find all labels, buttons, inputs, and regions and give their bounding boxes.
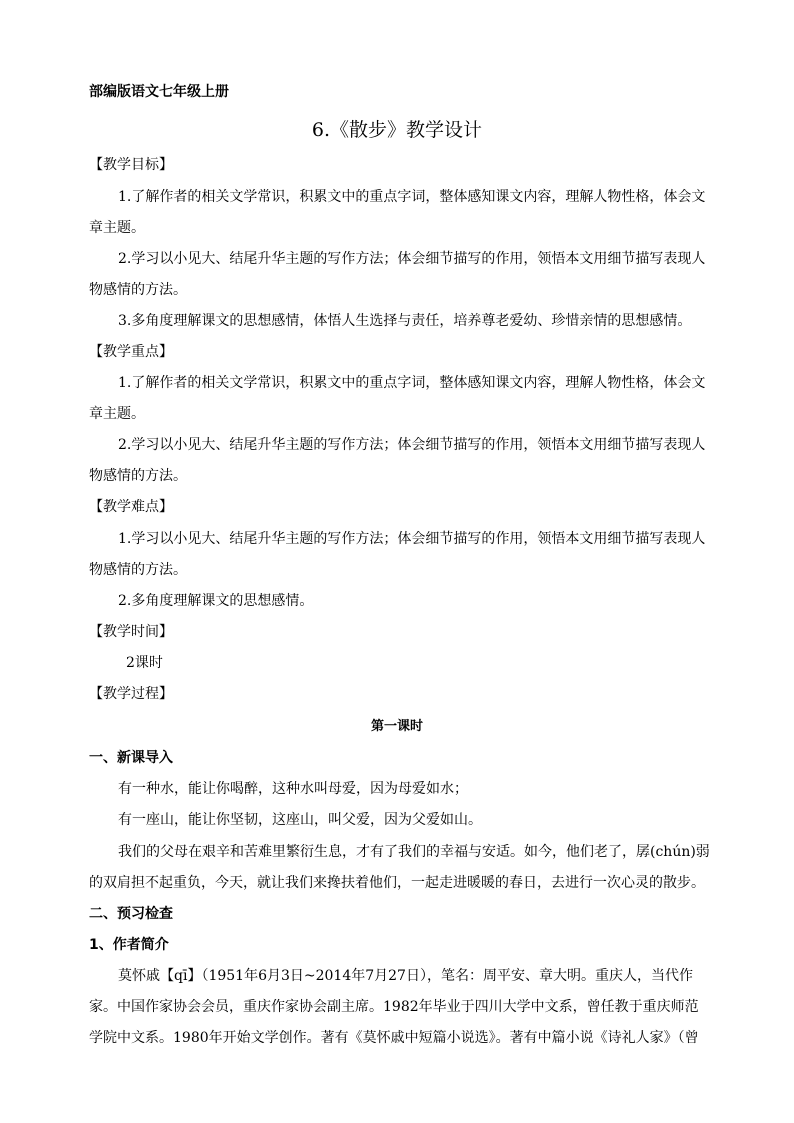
- author-intro-heading: 1、作者简介: [89, 937, 169, 953]
- time-heading: 【教学时间】: [89, 624, 173, 640]
- difficulties-heading: 【教学难点】: [89, 499, 173, 515]
- key-points-item-2-line-2: 物感情的方法。: [89, 468, 187, 484]
- author-bio-line-1: 莫怀戚【qī】（1951年6月3日~2014年7月27日），笔名：周平安、章大明。重庆人，当代作: [118, 968, 693, 984]
- goals-item-3: 3.多角度理解课文的思想感情，体悟人生选择与责任，培养尊老爱幼、珍惜亲情的思想感情。: [118, 313, 692, 329]
- section-intro-heading: 一、新课导入: [89, 750, 173, 766]
- intro-paragraph-3-line-2: 的双肩担不起重负，今天，就让我们来搀扶着他们，一起走进暖暖的春日，去进行一次心灵的散步。: [89, 875, 705, 891]
- intro-paragraph-3-line-1: 我们的父母在艰辛和苦难里繁衍生息，才有了我们的幸福与安适。如今，他们老了，孱(chún)弱: [118, 844, 710, 860]
- key-points-item-1-line-1: 1.了解作者的相关文学常识，积累文中的重点字词，整体感知课文内容，理解人物性格，体会文: [118, 375, 706, 391]
- process-heading: 【教学过程】: [89, 686, 173, 702]
- author-bio-line-2: 家。中国作家协会会员，重庆作家协会副主席。1982年毕业于四川大学中文系，曾任教于重庆师范: [89, 999, 699, 1015]
- goals-heading: 【教学目标】: [89, 157, 173, 173]
- intro-paragraph-2: 有一座山，能让你坚韧，这座山，叫父爱，因为父爱如山。: [118, 812, 482, 828]
- difficulties-item-2: 2.多角度理解课文的思想感情。: [118, 593, 314, 609]
- key-points-item-1-line-2: 章主题。: [89, 406, 145, 422]
- goals-item-1-line-1: 1.了解作者的相关文学常识，积累文中的重点字词，整体感知课文内容，理解人物性格，体会文: [118, 189, 706, 205]
- goals-item-2-line-2: 物感情的方法。: [89, 282, 187, 298]
- document-header: 部编版语文七年级上册: [89, 84, 229, 100]
- author-bio-line-3: 学院中文系。1980年开始文学创作。著有《莫怀戚中短篇小说选》。著有中篇小说《诗礼人家》（曾: [89, 1030, 699, 1046]
- time-value: 2课时: [126, 655, 163, 671]
- goals-item-1-line-2: 章主题。: [89, 220, 145, 236]
- difficulties-item-1-line-1: 1.学习以小见大、结尾升华主题的写作方法；体会细节描写的作用，领悟本文用细节描写表现人: [118, 531, 706, 547]
- lesson-title: 第一课时: [370, 719, 423, 734]
- section-preview-heading: 二、预习检查: [89, 906, 173, 922]
- key-points-heading: 【教学重点】: [89, 344, 173, 360]
- goals-item-2-line-1: 2.学习以小见大、结尾升华主题的写作方法；体会细节描写的作用，领悟本文用细节描写表现人: [118, 251, 706, 267]
- document-title: 6.《散步》教学设计: [311, 119, 483, 141]
- difficulties-item-1-line-2: 物感情的方法。: [89, 562, 187, 578]
- intro-paragraph-1: 有一种水，能让你喝醉，这种水叫母爱，因为母爱如水；: [118, 781, 468, 797]
- key-points-item-2-line-1: 2.学习以小见大、结尾升华主题的写作方法；体会细节描写的作用，领悟本文用细节描写表现人: [118, 437, 706, 453]
